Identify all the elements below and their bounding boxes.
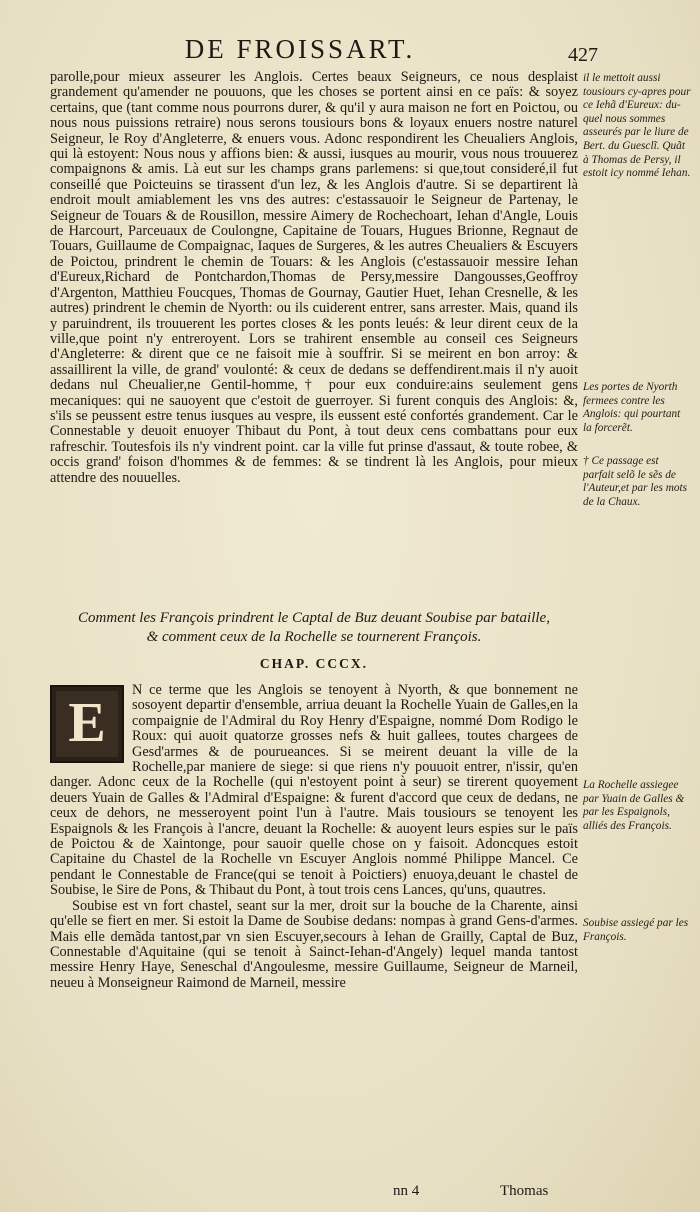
ornamental-initial (50, 685, 124, 763)
running-title: DE FROISSART. (184, 34, 416, 64)
paragraph: N ce terme que les Anglois se tenoyent à Nyorth, & que bonnement ne sosoyent departir d'ensemble, arriua deuant la Rochelle Yuain de Galles,en la compaignie de l'Admiral du Roy Henry d'Espaigne, nommé Dom Rodigo le Roux: qui auoit quatorze grosses nefs & huit gallees, toutes chargees de Gesd'armes & de pourueances. Si se meirent deuant la ville de la Rochelle,par maniere de siege: si que riens n'y pouuoit entrer, n'issir, qu'en danger. Adonc ceux de la Rochelle (qui n'estoyent point à seur) se tirerent quoyement deuers Yuain de Galles & l'Admiral d'Espaigne: & furent d'accord que ceux de dedans, ne ceux de dehors, ne messeroyent point l'un à l'autre. Mais tousiours se tenoyent les Espaignols & les François à l'ancre, deuant la Rochelle: & auoyent leurs espies sur le païs de Poictou & de Xaintonge, pour sauoir quelle chose on y faisoit. Adoncques estoit Capitaine du Chastel de la Rochelle vn Escuyer Anglois nommé Philippe Mancel. Ce pendant le Connestable de France(qui se tenoit à Poictiers) enuoya,deuant le chastel de Soubise, le Sire de Pons, & Thibaut du Pont, à tout trois cens Lances, qu'uns, quautres. (50, 682, 578, 899)
chapter-heading-line: Comment les François prindrent le Captal de Buz deuant Soubise par bataille, (78, 610, 550, 626)
ornamental-initial-letter: E (56, 691, 118, 757)
signature-mark: nn 4 (393, 1183, 420, 1199)
main-text-top (50, 70, 578, 486)
paragraph: Soubise est vn fort chastel, seant sur la mer, droit sur la bouche de la Charente, ainsi qu'elle se fiert en mer. Si estoit la Dame de Soubise dedans: nompas à grand Gens-d'armes. Mais elle demãda tantost,par vn sien Escuyer,secours à Iehan de Grailly, Captal de Buz, Connestable d'Aquitaine (qui se tenoit à Sainct-Iehan-d'Angely) lequel manda tantost messire Henry Haye, Seneschal d'Angoulesme, messire Guillaume, Seigneur de Marneil, neueu à Monseigneur Raimond de Marneil, messire (50, 897, 578, 991)
margin-note: Soubise assiegé par les François. (583, 917, 689, 943)
margin-note: La Rochelle assiegee par Yuain de Galles & par les Espaignols, alliés des François. (583, 779, 685, 832)
chapter-heading-line: & comment ceux de la Rochelle se tournerent François. (146, 629, 482, 645)
catchword: Thomas (500, 1183, 549, 1199)
margin-note: † Ce passage est parfait selõ le sẽs de l'Auteur,et par les mots de la Chaux. (583, 455, 688, 508)
margin-note: Les portes de Nyorth fermees contre les Anglois: qui pourtant la forcerẽt. (583, 381, 681, 434)
paragraph: parolle,pour mieux asseurer les Anglois. Certes beaux Seigneurs, ce nous desplaist grandement qu'amender ne pouuons, que les choses se portent ainsi en ce païs: & soyez certains, que (tant comme nous pourrons durer, & qu'il y aura maison ne fort en Poictou, ou nous nous puissions retraire) nous serons tousiours bons & loyaux enuers nostre naturel Seigneur, le Roy d'Angleterre, & enuers vous. Adonc respondirent les Cheualiers Anglois, qui là estoyent: Nous nous y affions bien: & aussi, iusques au mourir, vous nous trouuerez compaignons & amis. Là eut sur les champs grans parlemens: si que,tout consideré,il fut conseillé que Poicteuins se tirassent d'un lez, & les Anglois d'autre. Si se departirent là endroit moult amiablement les vns des autres: c'estassauoir le Seigneur de Partenay, le Seigneur de Touars & de Rousillon, messire Aimery de Rochechoart, Iehan d'Angle, Louis de Harcourt, Parceuaux de Coulongne, Capitaine de Touars, Hugues Brionne, Regnaut de Touars, Guillaume de Compaignac, Iaques de Surgeres, & les autres Cheualiers & Escuyers de Poictou, prindrent le chemin de Touars: & les Anglois (c'estassauoir messire Iehan d'Eureux,Richard de Pontchardon,Thomas de Persy,messire Dangousses,Geoffroy d'Argenton, Matthieu Foucques, Thomas de Gournay, Gautier Huet, Iehan Cresnelle, & les autres) prindrent le chemin de Nyorth: ou ils cuiderent entrer, sans arrester. Mais, quand ils y paruindrent, ils trouuerent les portes closes & les ponts leués: & leur dirent ceux de la ville,que point n'y entreroyent. Lors se trahirent ensemble au conseil ces Seigneurs d'Angleterre: & dirent que ce ne faisoit mie à souffrir. Si se meirent en bon arroy: & assaillirent la ville, de grand' voulonté: & ceux de dedans se deffendirent.mais il n'y auoit dedans nul Cheualier,ne Gentil-homme,† pour eux conduire:ains seulement gens mecaniques: qui ne sauoyent que c'estoit de guerroyer. Si furent conquis des Anglois: &, s'ils se peussent estre tenus iusques au vespre, ils eussent esté confortés grandement. Car le Connestable y deuoit enuoyer Thibaut du Pont, à tout deux cens combattans pour eux rafreschir. Toutesfois ils n'y vindrent point. car la ville fut prinse d'assaut, & toute robee, & occis grand' foison d'hommes & de femmes: & se tindrent là les Anglois, pour mieux attendre des nouuelles. (50, 69, 578, 486)
chapter-heading (50, 609, 578, 647)
main-text-bottom (50, 683, 578, 991)
chapter-number: CHAP. CCCX. (259, 656, 369, 671)
page-number: 427 (568, 44, 598, 66)
margin-note: il le mettoit aussi tousiours cy-apres pour ce Iehã d'Eureux: du-quel nous sommes asseurés par le liure de Bert. du Guesclĩ. Quãt à Thomas de Persy, il estoit icy nommé Iehan. (583, 72, 691, 180)
